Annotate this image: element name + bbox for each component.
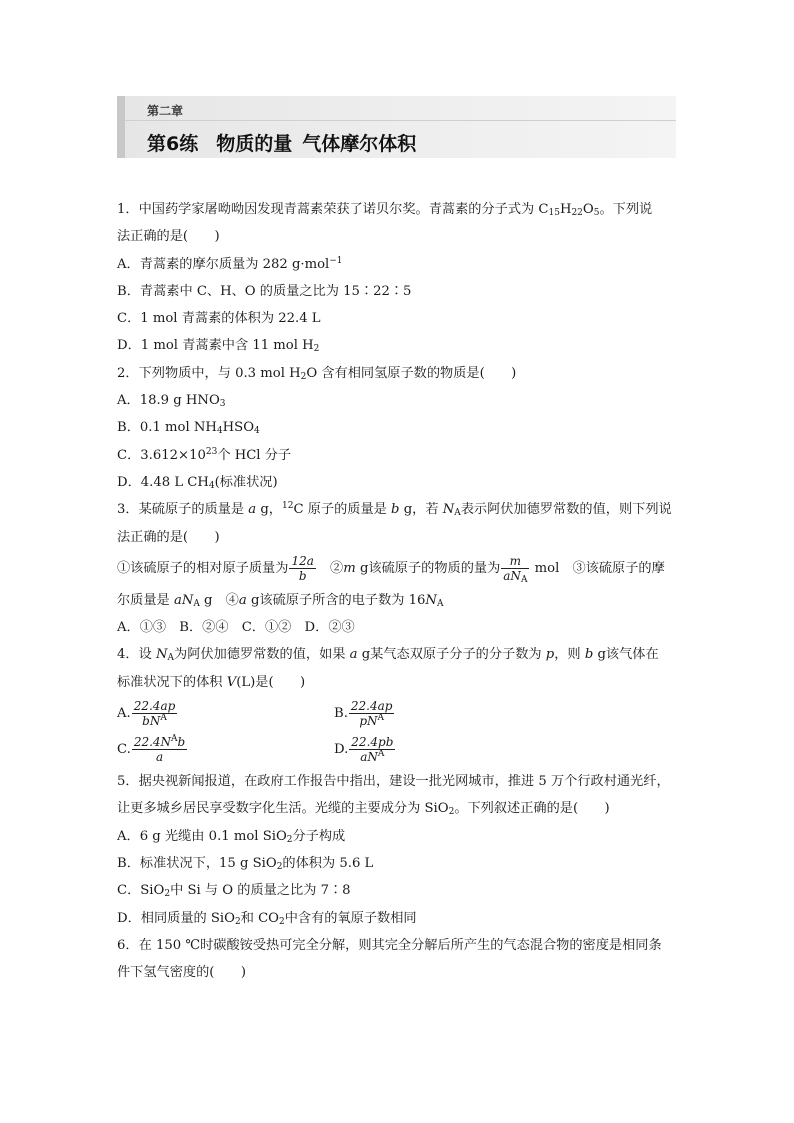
header-accent-bar	[117, 96, 125, 158]
q4-options-cd	[117, 732, 677, 768]
q4-options-ab	[117, 696, 677, 732]
q5-stem-line2: 让更多城乡居民享受数字化生活。光缆的主要成分为 SiO$_2$。下列叙述正确的是( )	[117, 801, 610, 818]
q4-option-a: A. $\frac{22.4ap}{bN^A}$	[117, 699, 176, 729]
q5-option-d: D．相同质量的 SiO$_2$和 $CO_2$中含有的氧原子数相同	[117, 910, 417, 927]
q5-option-c: C．SiO$_2$中 Si 与 O 的质量之比为 7∶8	[117, 883, 351, 900]
q5-stem-line1: 5．据央视新闻报道，在政府工作报告中指出，建设一批光网城市，推进 5 万个行政村通光纤，	[117, 774, 670, 790]
q3-statements-line2: 尔质量是 $aN_A$ g ④a g该硫原子所含的电子数为 $16N_A$	[117, 592, 444, 609]
q4-option-b: B. $\frac{22.4ap}{pN^A}$	[334, 699, 393, 729]
fraction-12a-over-b: $\frac{12a}{b}$	[291, 553, 314, 583]
q1-option-d: D．1 mol 青蒿素中含 11 mol $H_2$	[117, 338, 320, 355]
q3-stem-line2: 法正确的是( )	[117, 529, 220, 545]
q3-statements-line1: ①该硫原子的相对原子质量为 $\frac{12a}{b}$ ②m g该硫原子的物质的量为 $\frac{m}{aN_A}$ mol ③该硫原子的摩	[117, 553, 665, 585]
q1-stem-line2: 法正确的是( )	[117, 229, 220, 245]
q1-option-a: A．青蒿素的摩尔质量为 282 g·mol$^{-1}$	[117, 255, 343, 272]
chapter-label: 第二章	[147, 104, 184, 118]
q4-stem-line1: 4．设 $N_A$为阿伏加德罗常数的值，如果 a g某气态双原子分子的分子数为 p，则 b g该气体在	[117, 647, 659, 664]
page-title: 第6练 物质的量 气体摩尔体积	[147, 133, 417, 155]
q5-option-b: B．标准状况下，15 g SiO$_2$的体积为 5.6 L	[117, 855, 374, 872]
q3-stem-line1: 3．某硫原子的质量是 a g，$^{12}$C 原子的质量是 b g，若 $N_A$表示阿伏加德罗常数的值，则下列说	[117, 501, 672, 519]
q2-option-b: B．0.1 mol $NH_4HSO_4$	[117, 420, 260, 437]
q2-stem: 2．下列物质中，与 0.3 mol $H_2O$ 含有相同氢原子数的物质是( )	[117, 365, 517, 382]
q1-stem-line1: 1．中国药学家屠呦呦因发现青蒿素荣获了诺贝尔奖。青蒿素的分子式为 $C_{15}H_{22}O_5$。下列说	[117, 202, 653, 218]
chapter-header	[117, 96, 676, 158]
q1-option-b: B．青蒿素中 C、H、O 的质量之比为 15∶22∶5	[117, 283, 412, 299]
q6-stem-line2: 件下氢气密度的( )	[117, 965, 246, 981]
q4-option-d: D. $\frac{22.4pb}{aN^A}$	[334, 735, 394, 765]
q2-option-d: D．4.48 L $CH_4$(标准状况)	[117, 474, 278, 491]
q5-option-a: A．6 g 光缆由 0.1 mol SiO$_2$分子构成	[117, 828, 346, 845]
q1-option-c: C．1 mol 青蒿素的体积为 22.4 L	[117, 311, 321, 327]
fraction-m-over-aNA: $\frac{m}{aN_A}$	[503, 553, 528, 585]
q6-stem-line1: 6．在 150 ℃时碳酸铵受热可完全分解，则其完全分解后所产生的气态混合物的密度是相同条	[117, 937, 662, 953]
q4-option-c: C. $\frac{22.4N^Ab}{a}$	[117, 734, 186, 765]
q2-option-c: C．$3.612\times 10^{23}$个 HCl 分子	[117, 446, 292, 463]
header-divider	[125, 120, 676, 121]
q3-options: A．①③ B．②④ C．①② D．②③	[117, 620, 355, 636]
q2-option-a: A．18.9 g $HNO_3$	[117, 393, 226, 410]
question-list	[117, 196, 677, 986]
q4-stem-line2: 标准状况下的体积 V(L)是( )	[117, 674, 306, 690]
